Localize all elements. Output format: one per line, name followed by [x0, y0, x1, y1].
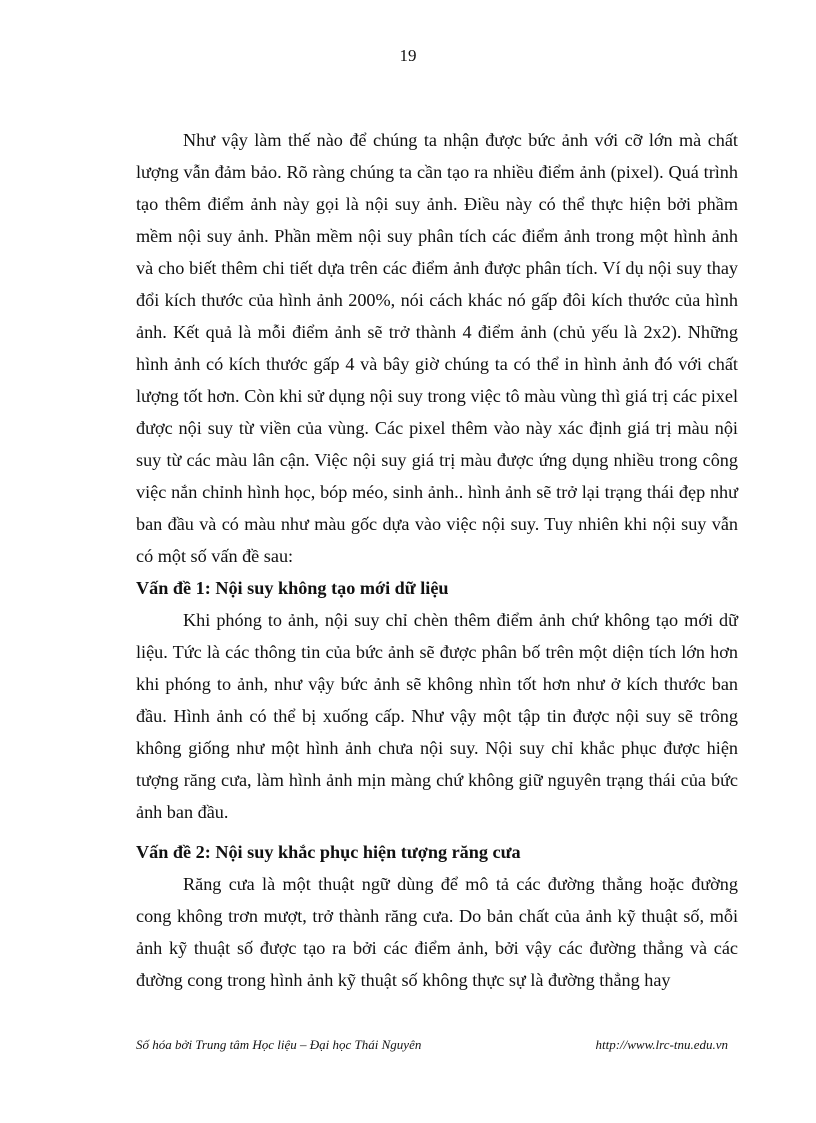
section-heading-2: Vấn đề 2: Nội suy khắc phục hiện tượng răng cưa [136, 842, 521, 862]
page-number: 19 [399, 46, 417, 65]
paragraph-issue-2: Răng cưa là một thuật ngữ dùng để mô tả các đường thẳng hoặc đường cong không trơn mượt, trở thành răng cưa. Do bản chất của ảnh kỹ thuật số, mỗi ảnh kỹ thuật số được tạo ra bởi các điểm ảnh, bởi vậy các đường thẳng và các đường cong trong hình ảnh kỹ thuật số không thực sự là đường thẳng hay [136, 874, 738, 990]
paragraph-intro: Như vậy làm thế nào để chúng ta nhận được bức ảnh với cỡ lớn mà chất lượng vẫn đảm bảo. Rõ ràng chúng ta cần tạo ra nhiều điểm ảnh (pixel). Quá trình tạo thêm điểm ảnh này gọi là nội suy ảnh. Điều này có thể thực hiện bởi phầm mềm nội suy ảnh. Phần mềm nội suy phân tích các điểm ảnh trong một hình ảnh và cho biết thêm chi tiết dựa trên các điểm ảnh được phân tích. Ví dụ nội suy thay đổi kích thước của hình ảnh 200%, nói cách khác nó gấp đôi kích thước của hình ảnh. Kết quả là mỗi điểm ảnh sẽ trở thành 4 điểm ảnh (chủ yếu là 2x2). Những hình ảnh có kích thước gấp 4 và bây giờ chúng ta có thể in hình ảnh đó với chất lượng tốt hơn. Còn khi sử dụng nội suy trong việc tô màu vùng thì giá trị các pixel được nội suy từ viền của vùng. Các pixel thêm vào này xác định giá trị màu nội suy từ các màu lân cận. Việc nội suy giá trị màu được ứng dụng nhiều trong công việc nắn chỉnh hình học, bóp méo, sinh ảnh.. hình ảnh sẽ trở lại trạng thái đẹp như ban đầu và có màu như màu gốc dựa vào việc nội suy. Tuy nhiên khi nội suy vẫn có một số vấn đề sau: [136, 130, 738, 566]
footer-url[interactable]: http://www.lrc-tnu.edu.vn [595, 1037, 728, 1052]
paragraph-issue-1: Khi phóng to ảnh, nội suy chỉ chèn thêm điểm ảnh chứ không tạo mới dữ liệu. Tức là các thông tin của bức ảnh sẽ được phân bố trên một diện tích lớn hơn khi phóng to ảnh, như vậy bức ảnh sẽ không nhìn tốt hơn như ở kích thước ban đầu. Hình ảnh có thể bị xuống cấp. Như vậy một tập tin được nội suy sẽ trông không giống như một hình ảnh chưa nội suy. Nội suy chỉ khắc phục được hiện tượng răng cưa, làm hình ảnh mịn màng chứ không giữ nguyên trạng thái của bức ảnh ban đầu. [136, 610, 738, 822]
document-body [136, 124, 738, 996]
footer-source: Số hóa bởi Trung tâm Học liệu – Đại học Thái Nguyên [136, 1037, 422, 1052]
section-heading-1: Vấn đề 1: Nội suy không tạo mới dữ liệu [136, 578, 449, 598]
